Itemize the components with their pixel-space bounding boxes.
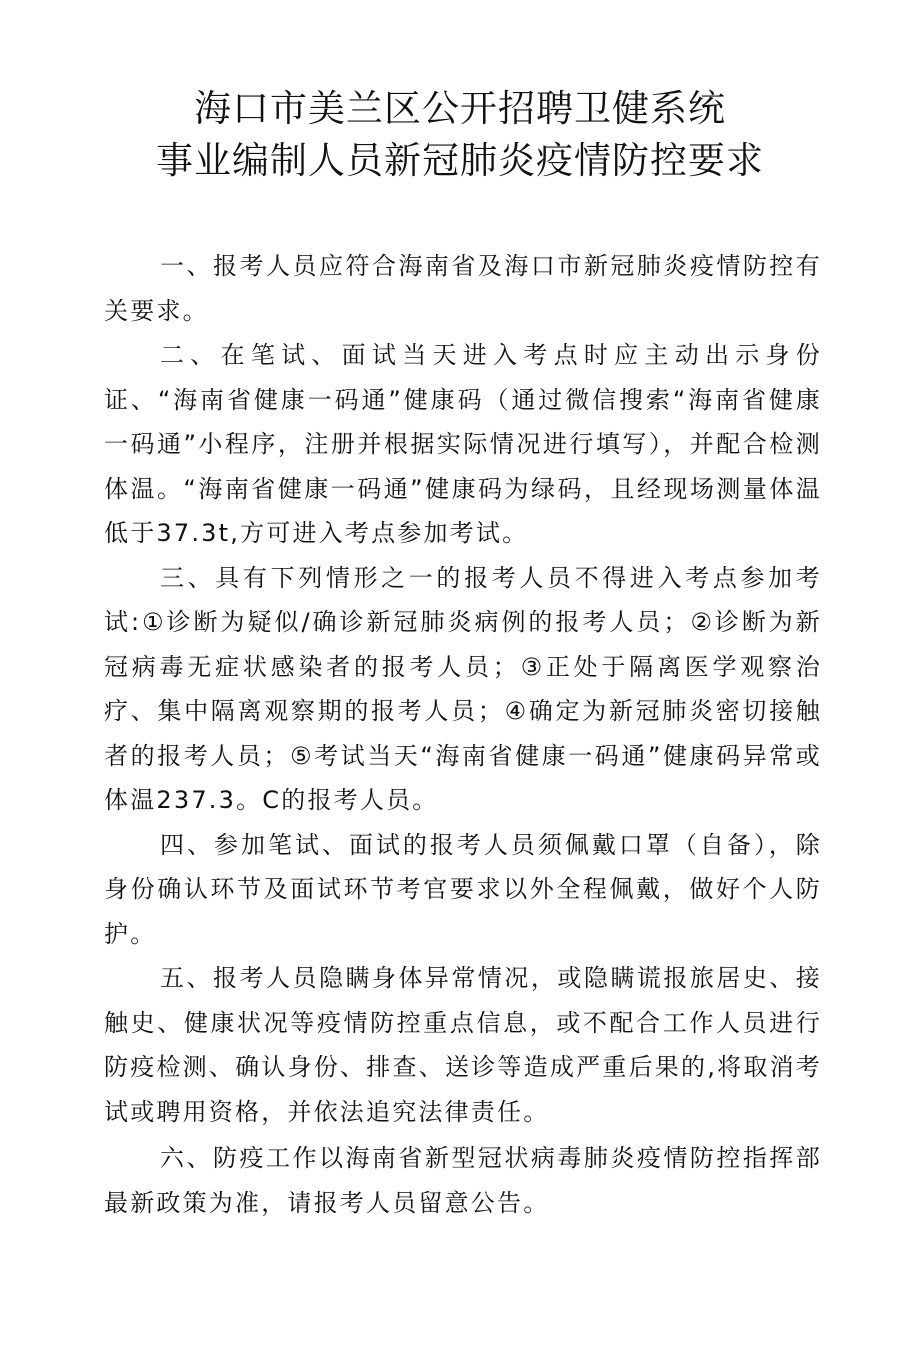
document-body	[104, 244, 822, 1225]
paragraph-1: 一、报考人员应符合海南省及海口市新冠肺炎疫情防控有关要求。	[104, 252, 822, 325]
paragraph-5: 五、报考人员隐瞒身体异常情况，或隐瞒谎报旅居史、接触史、健康状况等疫情防控重点信息，或不配合工作人员进行防疫检测、确认身份、排查、送诊等造成严重后果的,将取消考试或聘用资格，并依法追究法律责任。	[104, 964, 822, 1126]
paragraph-4: 四、参加笔试、面试的报考人员须佩戴口罩（自备），除身份确认环节及面试环节考官要求以外全程佩戴，做好个人防护。	[104, 830, 822, 948]
paragraph-2: 二、在笔试、面试当天进入考点时应主动出示身份证、“海南省健康一码通”健康码（通过微信搜索“海南省健康一码通”小程序，注册并根据实际情况进行填写），并配合检测体温。“海南省健康一码通”健康码为绿码，且经现场测量体温低于37.3t,方可进入考点参加考试。	[104, 341, 822, 547]
paragraph-3: 三、具有下列情形之一的报考人员不得进入考点参加考试:①诊断为疑似/确诊新冠肺炎病例的报考人员；②诊断为新冠病毒无症状感染者的报考人员；③正处于隔离医学观察治疗、集中隔离观察期的报考人员；④确定为新冠肺炎密切接触者的报考人员；⑤考试当天“海南省健康一码通”健康码异常或体温237.3。C的报考人员。	[104, 563, 822, 814]
document-title-line-2: 事业编制人员新冠肺炎疫情防控要求	[156, 139, 764, 182]
document-title-line-1: 海口市美兰区公开招聘卫健系统	[194, 87, 726, 130]
paragraph-6: 六、防疫工作以海南省新型冠状病毒肺炎疫情防控指挥部最新政策为准，请报考人员留意公告。	[104, 1144, 822, 1217]
